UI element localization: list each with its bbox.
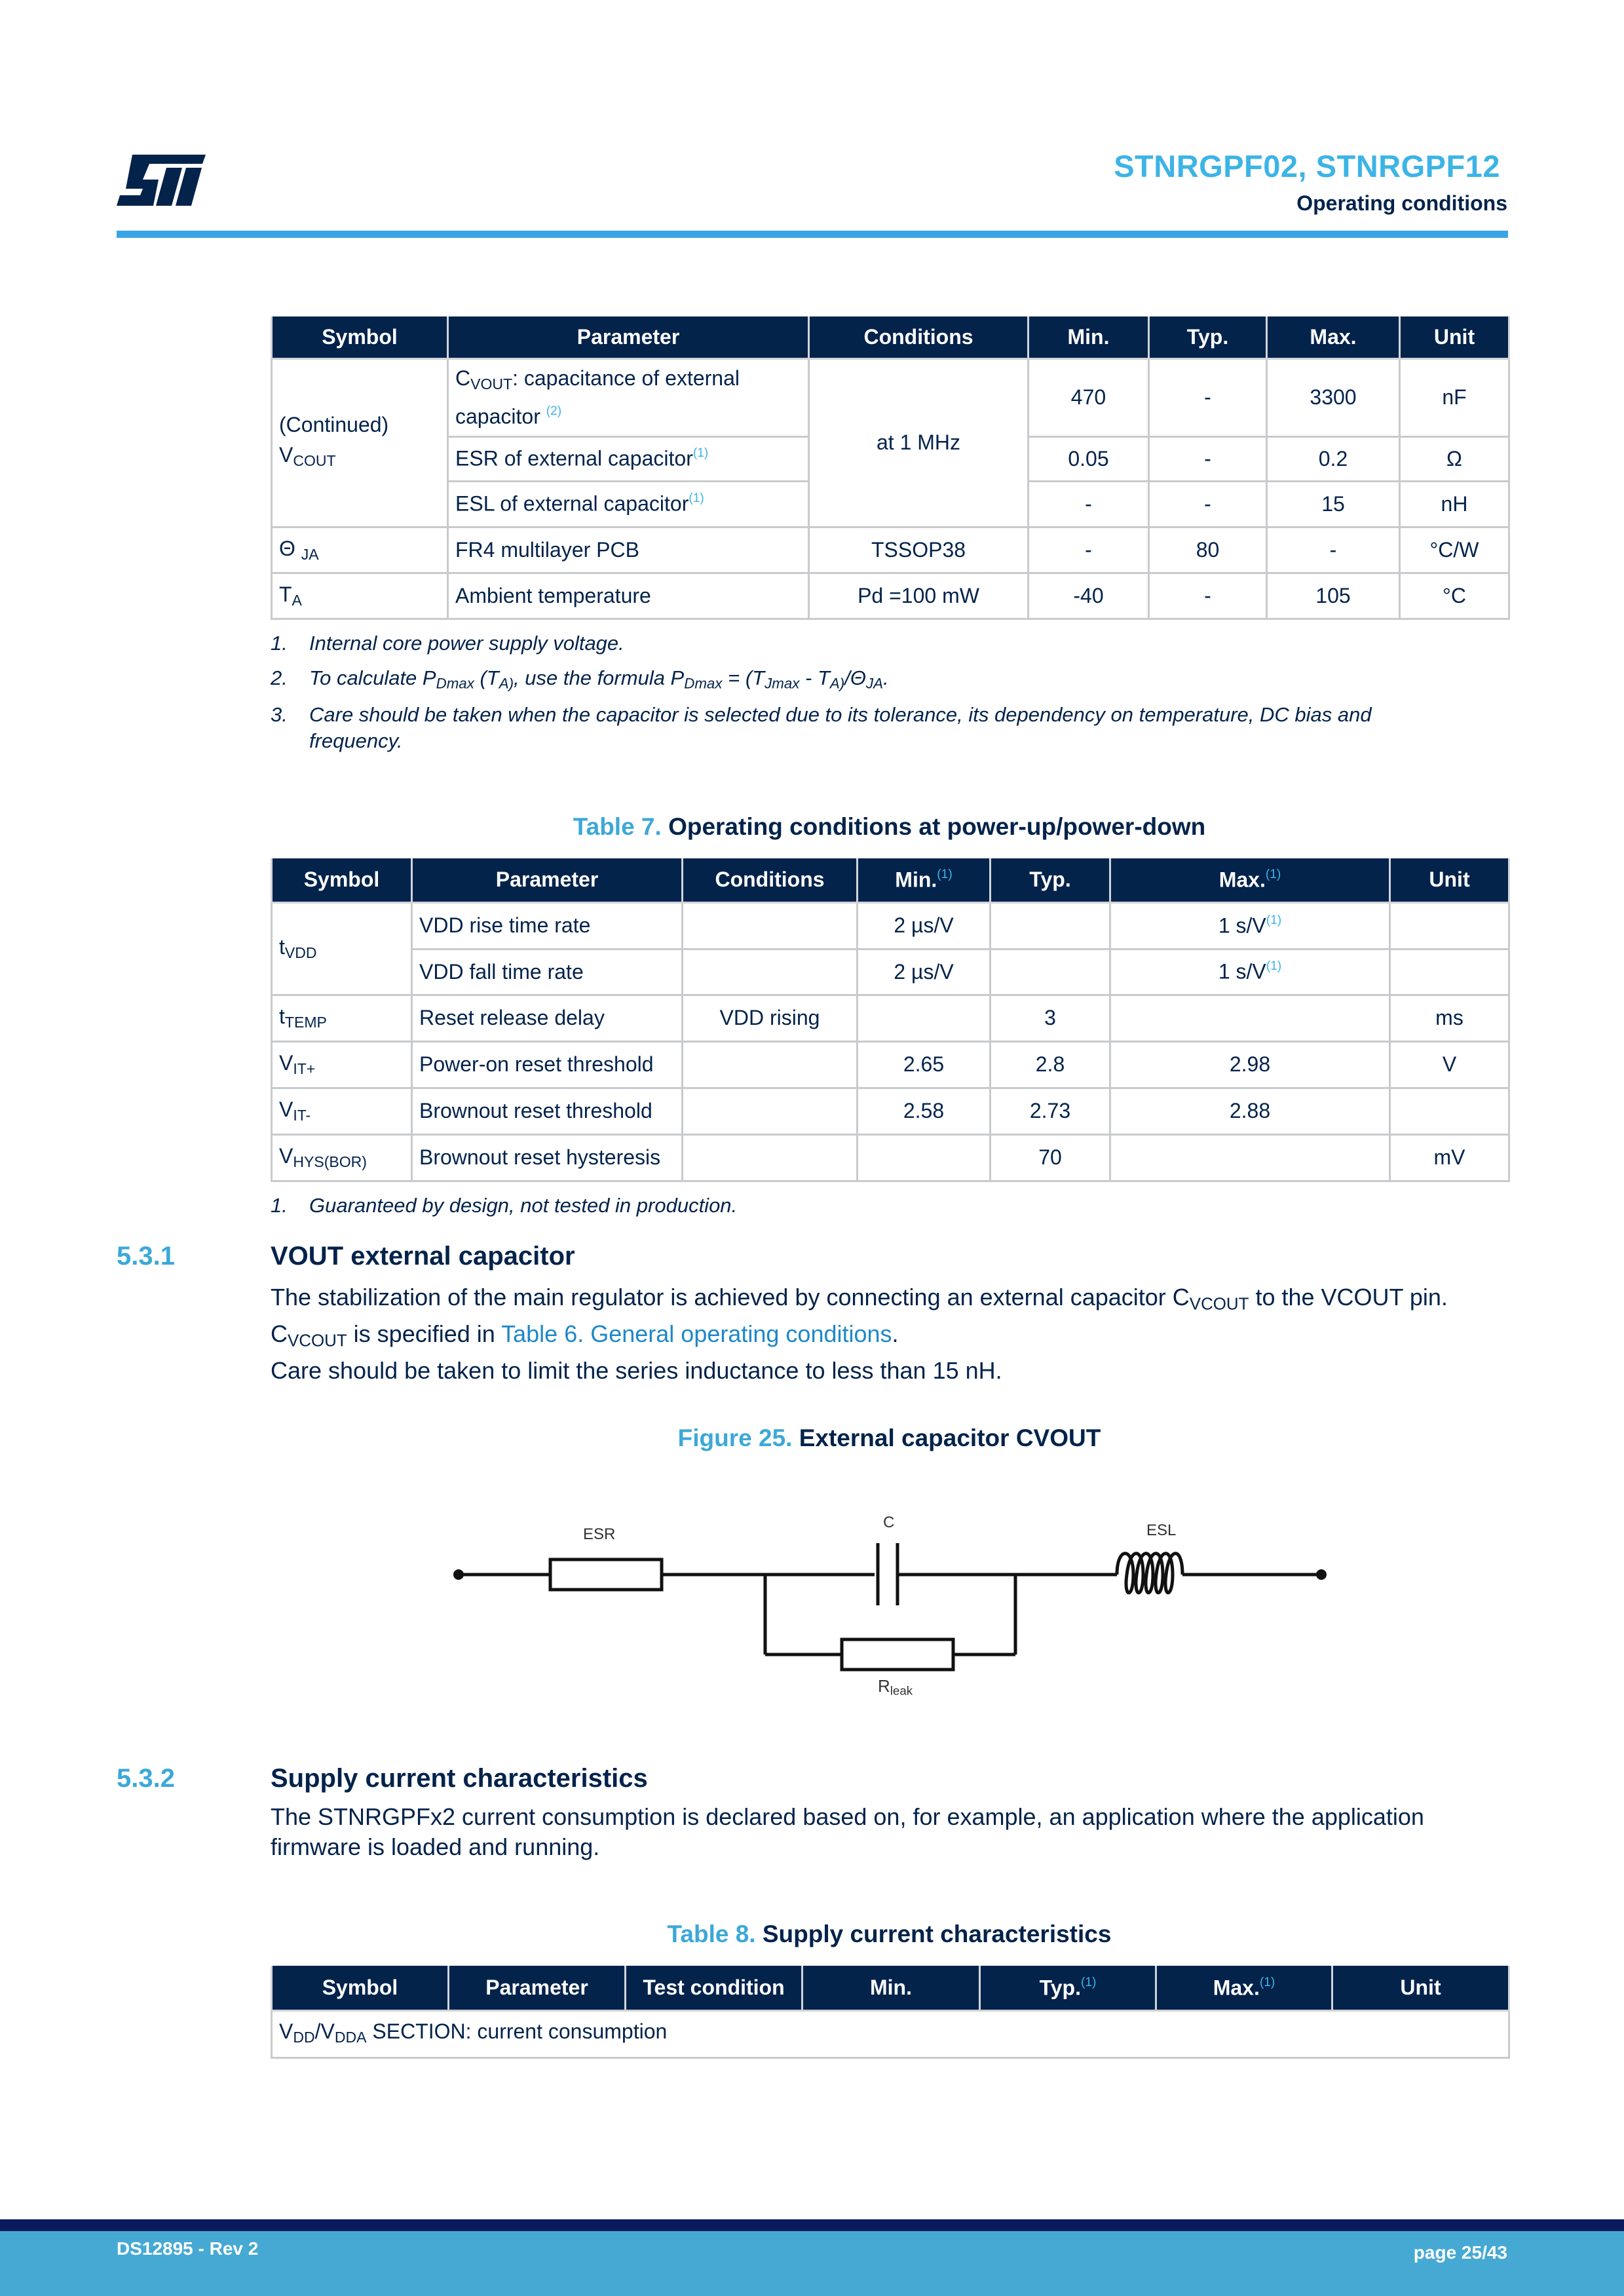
table-row [272, 1134, 1509, 1181]
conditions-cell [683, 902, 858, 949]
symbol-cell: $T_A$ [272, 573, 448, 619]
section-531-paragraph-2: Care should be taken to limit the series inductance to less than 15 nH. [271, 1357, 1002, 1384]
footnote-ref[interactable]: (1) [1265, 868, 1281, 882]
footnote-1: 1. Internal core power supply voltage. [271, 632, 624, 655]
st-logo [117, 155, 206, 206]
conditions-cell [683, 949, 858, 995]
max-cell: 0.2 [1267, 436, 1400, 481]
esl-label: ESL [1146, 1521, 1177, 1539]
parameter-cell: Brownout reset threshold [412, 1088, 683, 1134]
max-cell: 2.98 [1110, 1041, 1390, 1088]
table-row [272, 573, 1509, 619]
col-header-typ: Typ. [1149, 316, 1267, 358]
col-header-test-condition: Test condition [626, 1966, 803, 2010]
col-header-symbol: Symbol [272, 1966, 449, 2010]
conditions-cell [683, 1041, 858, 1088]
footnote-ref[interactable]: (1) [1080, 1975, 1097, 1989]
table-row [272, 1088, 1509, 1134]
footer-document-id: DS12895 - Rev 2 [117, 2238, 259, 2259]
col-header-min: Min.$^{(1)}$ [858, 858, 991, 902]
parameter-cell: ESL of external capacitor$^{(1)}$ [448, 481, 809, 527]
conditions-cell: VDD rising [683, 995, 858, 1041]
table-row [272, 527, 1509, 573]
col-header-unit: Unit [1332, 1966, 1509, 2010]
typ-cell: 70 [991, 1134, 1110, 1181]
unit-cell: nH [1400, 481, 1509, 527]
min-cell: 2.65 [858, 1041, 991, 1088]
unit-cell [1390, 902, 1509, 949]
unit-cell: °C/W [1400, 527, 1509, 573]
figure-25-caption: Figure 25. External capacitor CVOUT [677, 1425, 1101, 1451]
section-title-531: VOUT external capacitor [271, 1242, 575, 1271]
unit-cell: Ω [1400, 436, 1509, 481]
typ-cell: - [1149, 481, 1267, 527]
table-row [272, 995, 1509, 1041]
footnote-ref[interactable]: (2) [546, 404, 562, 419]
col-header-symbol: Symbol [272, 858, 412, 902]
table-row [272, 949, 1509, 995]
max-cell [1110, 1134, 1390, 1181]
parameter-cell: FR4 multilayer PCB [448, 527, 809, 573]
unit-cell: V [1390, 1041, 1509, 1088]
document-title: STNRGPF02, STNRGPF12 [1114, 149, 1500, 183]
parameter-cell: ESR of external capacitor$^{(1)}$ [448, 436, 809, 481]
document-section-title: Operating conditions [1296, 191, 1507, 215]
col-header-typ: Typ. [991, 858, 1110, 902]
col-header-parameter: Parameter [412, 858, 683, 902]
symbol-cell: $V_{HYS(BOR)}$ [272, 1134, 412, 1181]
conditions-cell [683, 1134, 858, 1181]
typ-cell: - [1149, 436, 1267, 481]
table-row [272, 358, 1509, 436]
section-532-paragraph: The STNRGPFx2 current consumption is declared based on, for example, an application where the application firmware is loaded and running. [271, 1803, 1424, 1860]
unit-cell [1390, 1088, 1509, 1134]
min-cell [858, 995, 991, 1041]
unit-cell: ms [1390, 995, 1509, 1041]
max-cell: - [1267, 527, 1400, 573]
max-cell: 2.88 [1110, 1088, 1390, 1134]
section-number-531: 5.3.1 [117, 1242, 175, 1271]
col-header-symbol: Symbol [272, 316, 448, 358]
parameter-cell: Brownout reset hysteresis [412, 1134, 683, 1181]
min-cell: 0.05 [1029, 436, 1149, 481]
footnote-ref[interactable]: (1) [1266, 959, 1282, 974]
col-header-unit: Unit [1390, 858, 1509, 902]
typ-cell [991, 949, 1110, 995]
table-7-caption: Table 7. Operating conditions at power-up/power-down [573, 813, 1206, 840]
footnote-2: 2. To calculate $P_{Dmax}$ ($T_{A)}$, use the formula $P_{Dmax} = (T_{Jmax} - T_{A)}/\Theta_{JA}$. [271, 666, 889, 692]
rleak-label: $R_{leak}$ [878, 1676, 913, 1698]
conditions-cell: Pd =100 mW [809, 573, 1029, 619]
footnote-3: 3. Care should be taken when the capacitor is selected due to its tolerance, its dependency on temperature, DC bias and frequency. [271, 703, 1372, 752]
link-table-6[interactable]: Table 6. General operating conditions [501, 1320, 892, 1348]
typ-cell: 3 [991, 995, 1110, 1041]
table-operating-conditions-continued [271, 316, 1510, 620]
typ-cell: 2.73 [991, 1088, 1110, 1134]
typ-cell: 80 [1149, 527, 1267, 573]
col-header-unit: Unit [1400, 316, 1509, 358]
unit-cell [1390, 949, 1509, 995]
parameter-cell: Power-on reset threshold [412, 1041, 683, 1088]
symbol-cell: $V_{IT+}$ [272, 1041, 412, 1088]
unit-cell: mV [1390, 1134, 1509, 1181]
col-header-min: Min. [803, 1966, 980, 2010]
section-531-paragraph-1: The stabilization of the main regulator is achieved by connecting an external capacitor $C_{VCOUT}$ to the VCOUT pin. $C_{VCOUT}$ is specified in Table 6. General operating conditions. [271, 1284, 1448, 1350]
parameter-cell: Ambient temperature [448, 573, 809, 619]
col-header-conditions: Conditions [809, 316, 1029, 358]
esr-label: ESR [583, 1525, 616, 1543]
col-header-max: Max.$^{(1)}$ [1110, 858, 1390, 902]
min-cell: 2 µs/V [858, 902, 991, 949]
typ-cell [991, 902, 1110, 949]
footnote-ref[interactable]: (1) [937, 868, 953, 882]
table-row [272, 902, 1509, 949]
typ-cell: - [1149, 573, 1267, 619]
symbol-cell: $t_{TEMP}$ [272, 995, 412, 1041]
table-supply-current [271, 1966, 1510, 2059]
parameter-cell: Reset release delay [412, 995, 683, 1041]
section-number-532: 5.3.2 [117, 1764, 175, 1793]
parameter-cell: VDD fall time rate [412, 949, 683, 995]
min-cell: -40 [1029, 573, 1149, 619]
symbol-cell: $t_{VDD}$ [272, 902, 412, 995]
typ-cell: - [1149, 358, 1267, 436]
max-cell: 3300 [1267, 358, 1400, 436]
col-header-parameter: Parameter [448, 316, 809, 358]
min-cell: 2.58 [858, 1088, 991, 1134]
footer-dark-band [0, 2219, 1624, 2231]
footnote-ref[interactable]: (1) [689, 491, 704, 506]
footnote-ref[interactable]: (1) [692, 446, 709, 461]
max-cell: 1 s/V$^{(1)}$ [1110, 949, 1390, 995]
section-title-532: Supply current characteristics [271, 1764, 648, 1793]
parameter-cell: $C_{VOUT}$: capacitance of external capacitor $^{(2)}$ [448, 358, 809, 436]
symbol-cell: Θ $_{JA}$ [272, 527, 448, 573]
min-cell: 470 [1029, 358, 1149, 436]
max-cell: 105 [1267, 573, 1400, 619]
unit-cell: nF [1400, 358, 1509, 436]
table-section-row [272, 2010, 1509, 2057]
capacitor-label: C [883, 1514, 895, 1531]
section-row-cell: $V_{DD}/V_{DDA}$ SECTION: current consumption [272, 2010, 1509, 2057]
max-cell [1110, 995, 1390, 1041]
table-8-caption: Table 8. Supply current characteristics [667, 1921, 1112, 1947]
min-cell: - [1029, 481, 1149, 527]
symbol-cell: $V_{IT-}$ [272, 1088, 412, 1134]
min-cell [858, 1134, 991, 1181]
header-divider [117, 231, 1508, 238]
typ-cell: 2.8 [991, 1041, 1110, 1088]
col-header-parameter: Parameter [449, 1966, 626, 2010]
symbol-cell: (Continued) $V_{COUT}$ [272, 358, 448, 527]
parameter-cell: VDD rise time rate [412, 902, 683, 949]
table-power-up-power-down [271, 858, 1510, 1182]
col-header-max: Max. [1267, 316, 1400, 358]
min-cell: 2 µs/V [858, 949, 991, 995]
footnote-ref[interactable]: (1) [1266, 913, 1282, 927]
col-header-max: Max.$^{(1)}$ [1156, 1966, 1332, 2010]
footnote-ref[interactable]: (1) [1259, 1975, 1275, 1989]
col-header-typ: Typ.$^{(1)}$ [980, 1966, 1156, 2010]
footer-page-number: page 25/43 [1413, 2242, 1507, 2263]
conditions-cell [683, 1088, 858, 1134]
col-header-min: Min. [1029, 316, 1149, 358]
external-capacitor-circuit-diagram [445, 1501, 1336, 1710]
unit-cell: °C [1400, 573, 1509, 619]
conditions-cell: at 1 MHz [809, 358, 1029, 527]
table-7-footnote: 1. Guaranteed by design, not tested in production. [271, 1194, 738, 1217]
min-cell: - [1029, 527, 1149, 573]
col-header-conditions: Conditions [683, 858, 858, 902]
max-cell: 15 [1267, 481, 1400, 527]
max-cell: 1 s/V$^{(1)}$ [1110, 902, 1390, 949]
conditions-cell: TSSOP38 [809, 527, 1029, 573]
table-row [272, 1041, 1509, 1088]
